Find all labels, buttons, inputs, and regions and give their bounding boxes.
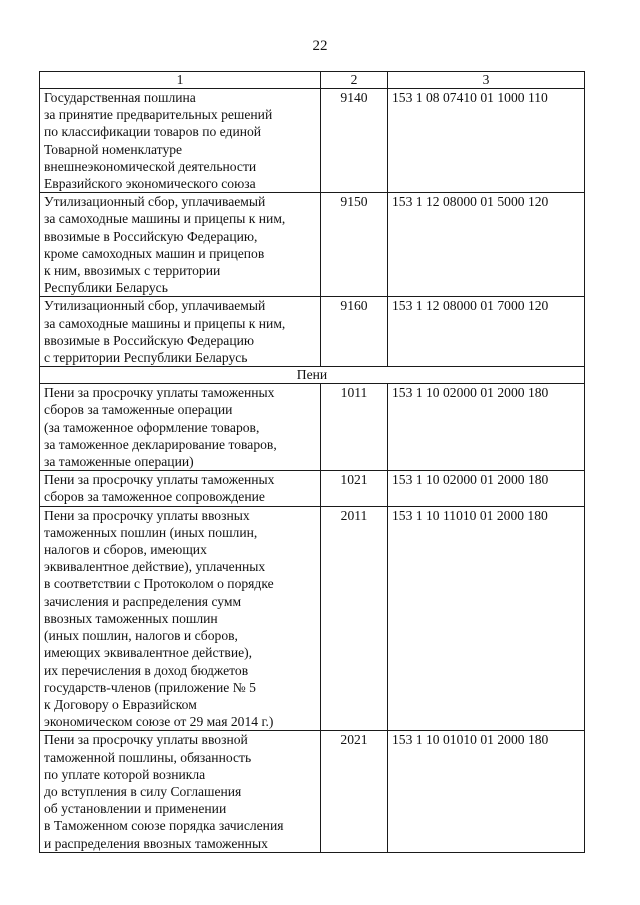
description-line: таможенной пошлины, обязанность (44, 749, 252, 765)
description-line: ввозных таможенных пошлин (44, 610, 218, 626)
page-number: 22 (312, 38, 328, 54)
description-line: с территории Республики Беларусь (44, 350, 248, 366)
description-line: Пени за просрочку уплаты ввозной (44, 732, 248, 748)
description-line: экономическом союзе от 29 мая 2014 г.) (44, 714, 274, 730)
description-line: и распределения ввозных таможенных (44, 835, 268, 851)
description-line: сборов за таможенное сопровождение (44, 489, 265, 505)
description-line: Республики Беларусь (44, 280, 168, 296)
description-line: Пени за просрочку уплаты таможенных (44, 385, 275, 401)
description-line: имеющих эквивалентное действие), (44, 645, 253, 661)
payment-description (40, 471, 321, 506)
description-line: государств-членов (приложение № 5 (44, 679, 256, 695)
column-header-2: 2 (321, 72, 388, 89)
payment-type-code: 9140 (321, 89, 388, 193)
payment-description (40, 506, 321, 731)
table-row (40, 506, 585, 731)
description-line: за самоходные машины и прицепы к ним, (44, 315, 286, 331)
description-line: за принятие предварительных решений (44, 107, 273, 123)
table-header-row (40, 72, 585, 89)
description-line: таможенных пошлин (иных пошлин, (44, 524, 258, 540)
description-line: (иных пошлин, налогов и сборов, (44, 628, 238, 644)
budget-codes-table (39, 71, 585, 853)
payment-type-code: 1011 (321, 384, 388, 471)
payment-description (40, 731, 321, 852)
description-line: за таможенные операции) (44, 454, 194, 470)
description-line: по уплате которой возникла (44, 766, 206, 782)
description-line: к ним, ввозимых с территории (44, 263, 221, 279)
description-line: (за таможенное оформление товаров, (44, 419, 260, 435)
table-row (40, 731, 585, 852)
table-body (40, 89, 585, 853)
description-line: налогов и сборов, имеющих (44, 542, 207, 558)
budget-classification-code: 153 1 12 08000 01 5000 120 (388, 193, 585, 297)
description-line: кроме самоходных машин и прицепов (44, 245, 265, 261)
description-line: за самоходные машины и прицепы к ним, (44, 211, 286, 227)
payment-description (40, 193, 321, 297)
budget-classification-code: 153 1 12 08000 01 7000 120 (388, 297, 585, 367)
description-line: ввозимые в Российскую Федерацию (44, 332, 255, 348)
description-line: за таможенное декларирование товаров, (44, 436, 277, 452)
budget-classification-code: 153 1 10 02000 01 2000 180 (388, 384, 585, 471)
description-line: в соответствии с Протоколом о порядке (44, 576, 274, 592)
budget-classification-code: 153 1 10 01010 01 2000 180 (388, 731, 585, 852)
description-line: их перечисления в доход бюджетов (44, 662, 249, 678)
description-line: зачисления и распределения сумм (44, 593, 242, 609)
column-header-1: 1 (40, 72, 321, 89)
table-row (40, 89, 585, 193)
description-line: внешнеэкономической деятельности (44, 158, 257, 174)
description-line: Пени за просрочку уплаты таможенных (44, 472, 275, 488)
budget-classification-code: 153 1 10 11010 01 2000 180 (388, 506, 585, 731)
description-line: Евразийского экономического союза (44, 176, 256, 192)
description-line: Государственная пошлина (44, 90, 196, 105)
description-line: в Таможенном союзе порядка зачисления (44, 818, 284, 834)
description-line: до вступления в силу Соглашения (44, 783, 242, 799)
payment-type-code: 2011 (321, 506, 388, 731)
budget-classification-code: 153 1 08 07410 01 1000 110 (388, 89, 585, 193)
table-row (40, 297, 585, 367)
payment-description (40, 384, 321, 471)
description-line: сборов за таможенные операции (44, 402, 233, 418)
description-line: эквивалентное действие), уплаченных (44, 559, 266, 575)
payment-type-code: 9150 (321, 193, 388, 297)
budget-classification-code: 153 1 10 02000 01 2000 180 (388, 471, 585, 506)
description-line: ввозимые в Российскую Федерацию, (44, 228, 258, 244)
description-line: Утилизационный сбор, уплачиваемый (44, 194, 266, 210)
table-row (40, 193, 585, 297)
description-line: к Договору о Евразийском (44, 696, 197, 712)
payment-description (40, 89, 321, 193)
description-line: Товарной номенклатуре (44, 141, 183, 157)
table-row (40, 384, 585, 471)
payment-type-code: 9160 (321, 297, 388, 367)
payment-type-code: 2021 (321, 731, 388, 852)
description-line: по классификации товаров по единой (44, 124, 262, 140)
payment-description (40, 297, 321, 367)
description-line: Утилизационный сбор, уплачиваемый (44, 298, 266, 314)
section-title: Пени (40, 367, 585, 384)
table-row (40, 471, 585, 506)
section-header-row (40, 367, 585, 384)
payment-type-code: 1021 (321, 471, 388, 506)
description-line: Пени за просрочку уплаты ввозных (44, 507, 250, 523)
column-header-3: 3 (388, 72, 585, 89)
description-line: об установлении и применении (44, 801, 227, 817)
